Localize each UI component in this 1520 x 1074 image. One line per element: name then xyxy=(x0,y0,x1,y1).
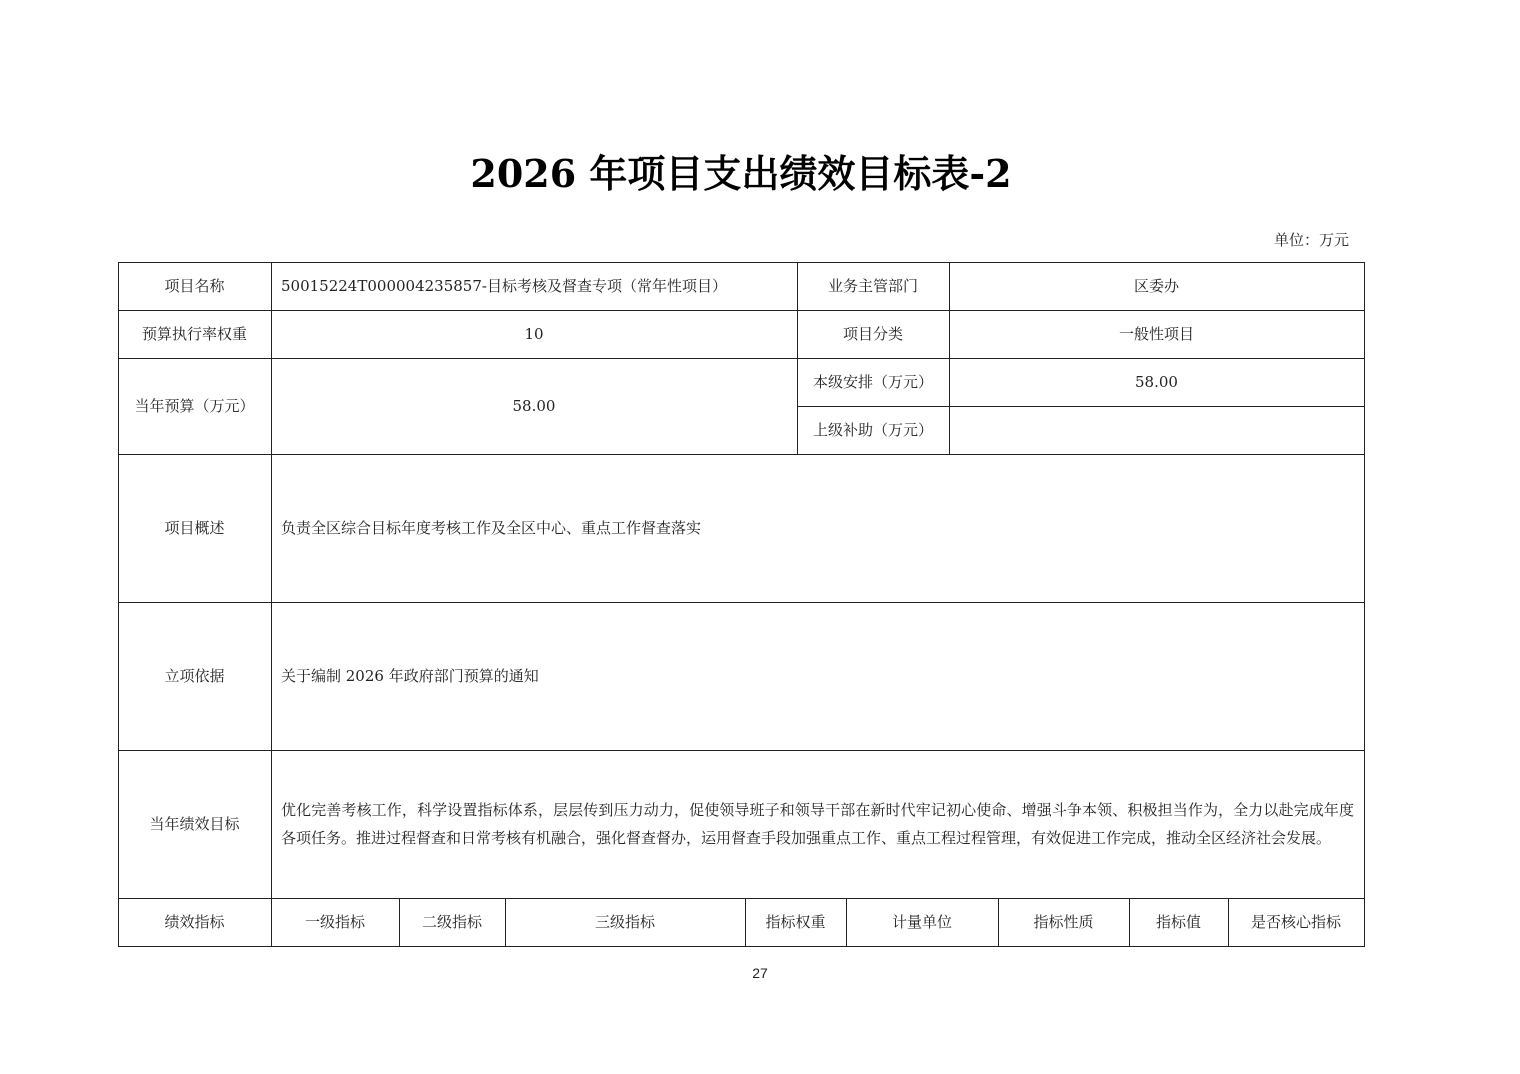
goal-value: 优化完善考核工作，科学设置指标体系，层层传到压力动力，促使领导班子和领导干部在新时代牢记初心使命、增强斗争本领、积极担当作为，全力以赴完成年度各项任务。推进过程督查和日常考核有机融合，强化督查督办，运用督查手段加强重点工作、重点工程过程管理，有效促进工作完成，推动全区经济社会发展。 xyxy=(281,801,1354,847)
budget-rate-weight-label: 预算执行率权重 xyxy=(141,325,247,343)
indicator-header: 是否核心指标 xyxy=(1250,913,1341,931)
indicator-header: 一级指标 xyxy=(304,913,365,931)
project-name-value: 50015224T000004235857-目标考核及督查专项（常年性项目） xyxy=(281,277,727,295)
indicator-header: 计量单位 xyxy=(891,913,952,931)
indicator-header: 指标值 xyxy=(1155,913,1201,931)
indicator-header: 三级指标 xyxy=(594,913,655,931)
project-name-label: 项目名称 xyxy=(164,277,225,295)
page-title: 2026 年项目支出绩效目标表-2 xyxy=(470,151,1012,196)
indicator-header: 指标权重 xyxy=(765,913,826,931)
indicator-header: 指标性质 xyxy=(1033,913,1094,931)
superior-subsidy-value xyxy=(949,406,1364,454)
category-label: 项目分类 xyxy=(842,325,903,343)
basis-label: 立项依据 xyxy=(164,667,225,685)
unit-label: 单位：万元 xyxy=(1274,231,1350,249)
department-value: 区委办 xyxy=(1133,277,1179,295)
local-arrangement-value: 58.00 xyxy=(1135,373,1178,391)
budget-rate-weight-value: 10 xyxy=(524,325,544,343)
annual-budget-value: 58.00 xyxy=(512,397,556,415)
indicator-header: 二级指标 xyxy=(421,913,482,931)
category-value: 一般性项目 xyxy=(1118,325,1194,343)
indicator-header: 绩效指标 xyxy=(164,913,225,931)
annual-budget-label: 当年预算（万元） xyxy=(134,397,255,415)
superior-subsidy-label: 上级补助（万元） xyxy=(812,421,933,439)
basis-value: 关于编制 2026 年政府部门预算的通知 xyxy=(281,667,539,685)
goal-label: 当年绩效目标 xyxy=(149,815,240,833)
overview-label: 项目概述 xyxy=(164,519,225,537)
page-number: 27 xyxy=(752,965,768,981)
local-arrangement-label: 本级安排（万元） xyxy=(812,373,933,391)
overview-value: 负责全区综合目标年度考核工作及全区中心、重点工作督查落实 xyxy=(281,519,702,537)
department-label: 业务主管部门 xyxy=(827,277,918,295)
